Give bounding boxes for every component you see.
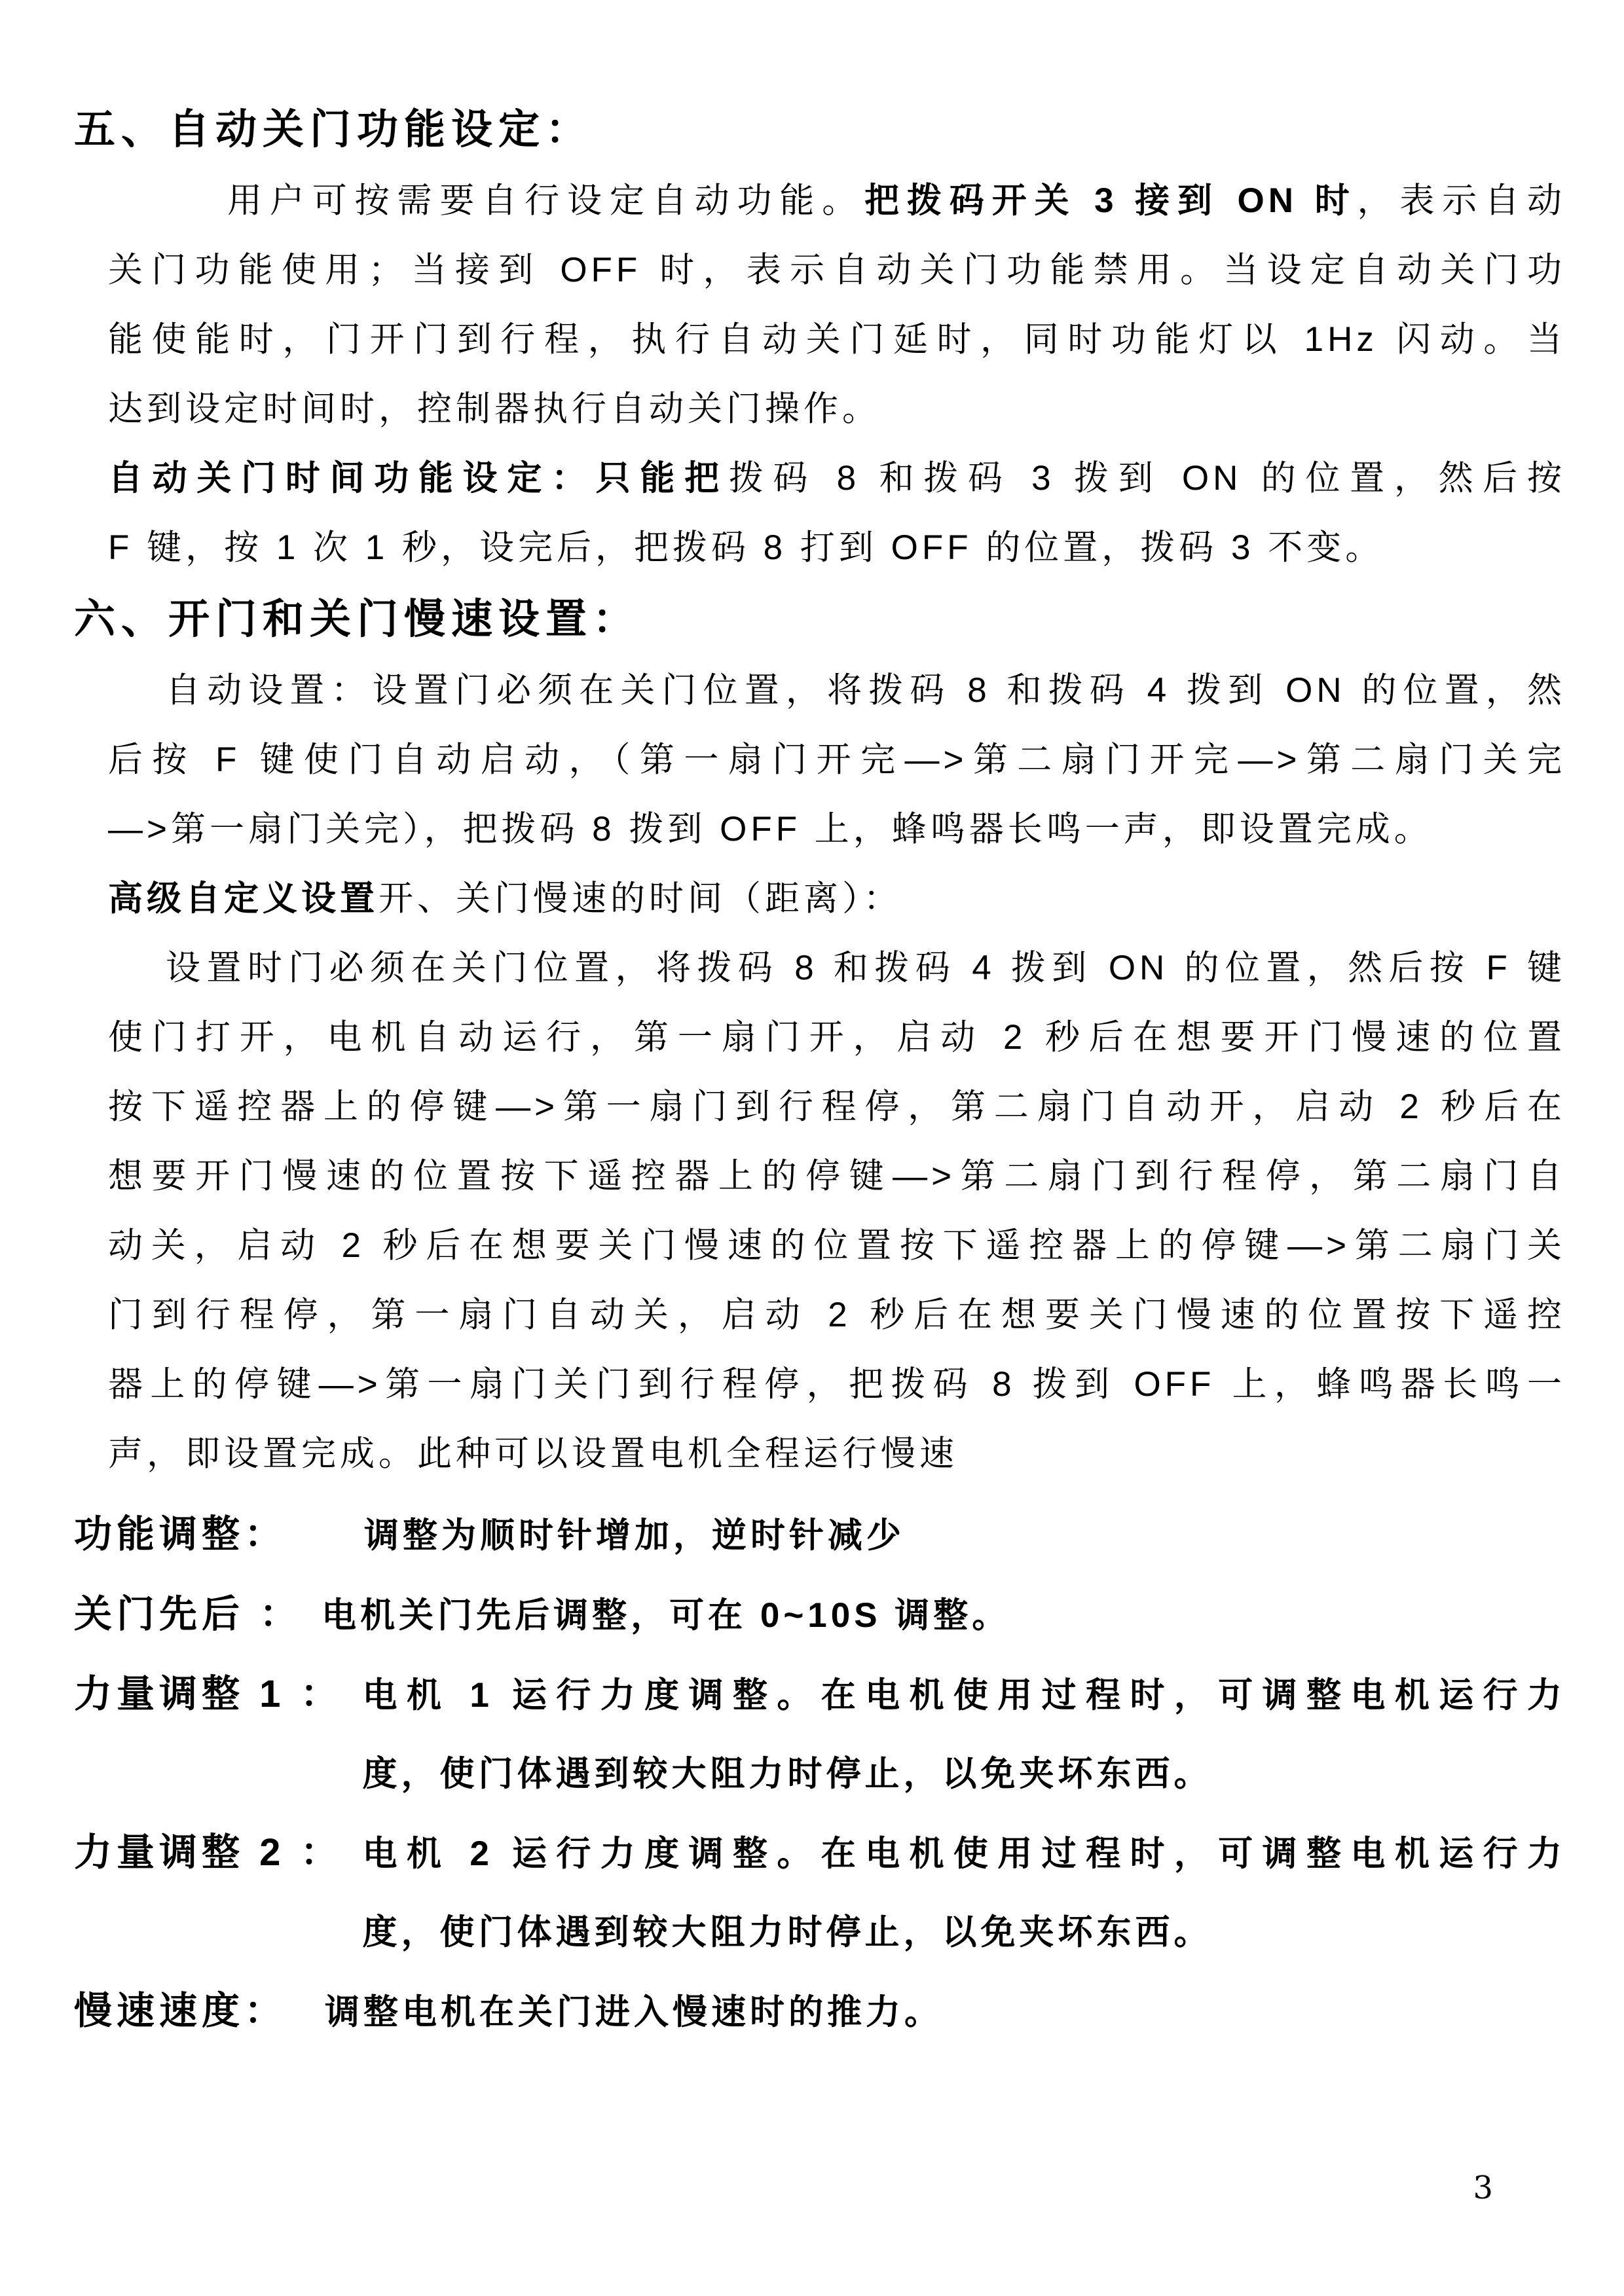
text-line bbox=[108, 444, 1566, 513]
text-line bbox=[108, 513, 1566, 583]
text-run: 器上的停键—>第一扇门关门到行程停，把拨码 8 拨到 OFF 上，蜂鸣器长鸣一 bbox=[108, 1365, 1566, 1404]
adjustment-item bbox=[74, 1972, 1566, 2052]
text-run: 拨码 8 和拨码 3 拨到 ON 的位置，然后按 bbox=[728, 459, 1566, 498]
text-run: 度，使门体遇到较大阻力时停止，以免夹坏东西。 bbox=[362, 1755, 1213, 1793]
text-run: F 键，按 1 次 1 秒，设完后，把拨码 8 打到 OFF 的位置，拨码 3 不变。 bbox=[108, 528, 1384, 567]
text-run: 能使能时，门开门到行程，执行自动关门延时，同时功能灯以 1Hz 闪动。当 bbox=[108, 320, 1566, 359]
adjustment-item bbox=[74, 1495, 1566, 1575]
adjustments-list bbox=[74, 1495, 1566, 2052]
text-line bbox=[108, 1281, 1566, 1350]
adjustment-item bbox=[74, 1575, 1566, 1655]
text-run: 自动设置：设置门必须在关门位置，将拨码 8 和拨码 4 拨到 ON 的位置，然 bbox=[166, 671, 1566, 710]
text-line bbox=[108, 305, 1566, 374]
adjustment-desc bbox=[363, 1656, 1566, 1813]
text-line bbox=[363, 1735, 1566, 1813]
text-run: 把拨码开关 3 接到 ON 时 bbox=[864, 181, 1357, 220]
text-line bbox=[108, 795, 1566, 864]
text-run: 电机 2 运行力度调整。在电机使用过程时，可调整电机运行力 bbox=[362, 1834, 1566, 1873]
text-line bbox=[325, 1973, 1566, 2052]
text-run: —>第一扇门关完），把拨码 8 拨到 OFF 上，蜂鸣器长鸣一声，即设置完成。 bbox=[108, 810, 1433, 848]
text-line bbox=[108, 1003, 1566, 1072]
text-line bbox=[363, 1656, 1566, 1735]
text-run: 设置时门必须在关门位置，将拨码 8 和拨码 4 拨到 ON 的位置，然后按 F 键 bbox=[166, 949, 1566, 987]
adjustment-desc bbox=[364, 1497, 1566, 1575]
text-line bbox=[108, 1211, 1566, 1281]
adjustment-desc bbox=[325, 1973, 1566, 2052]
adjustment-label: 功能调整： bbox=[74, 1513, 287, 1556]
page-number: 3 bbox=[1473, 2170, 1493, 2206]
text-run: 用户可按需要自行设定自动功能。 bbox=[227, 181, 865, 220]
adjustment-label: 力量调整 1 ： bbox=[74, 1673, 343, 1715]
text-line bbox=[108, 1072, 1566, 1142]
text-run: 门到行程停，第一扇门自动关，启动 2 秒后在想要关门慢速的位置按下遥控 bbox=[108, 1296, 1566, 1334]
section5-paragraph-1 bbox=[108, 166, 1566, 444]
adjustment-label: 关门先后 ： bbox=[74, 1593, 303, 1635]
text-line bbox=[108, 725, 1566, 795]
text-run: 使门打开，电机自动运行，第一扇门开，启动 2 秒后在想要开门慢速的位置 bbox=[108, 1018, 1566, 1057]
text-line bbox=[108, 1142, 1566, 1211]
adjustment-item bbox=[74, 1813, 1566, 1972]
text-run: 按下遥控器上的停键—>第一扇门到行程停，第二扇门自动开，启动 2 秒后在 bbox=[108, 1087, 1566, 1126]
text-line bbox=[108, 1419, 1566, 1489]
text-line bbox=[108, 1350, 1566, 1419]
text-line bbox=[108, 864, 1566, 934]
text-run: 调整电机在关门进入慢速时的推力。 bbox=[325, 1993, 944, 2032]
text-run: 调整为顺时针增加，逆时针减少 bbox=[364, 1516, 906, 1555]
text-line bbox=[108, 934, 1566, 1003]
text-run: 达到设定时间时，控制器执行自动关门操作。 bbox=[108, 390, 881, 428]
text-run: 电机关门先后调整，可在 0~10S 调整。 bbox=[322, 1596, 1011, 1635]
text-run: 动关，启动 2 秒后在想要关门慢速的位置按下遥控器上的停键—>第二扇门关 bbox=[108, 1226, 1566, 1265]
text-line bbox=[363, 1893, 1566, 1972]
text-line bbox=[322, 1576, 1566, 1655]
section6-paragraph-2 bbox=[108, 934, 1566, 1489]
text-run: 度，使门体遇到较大阻力时停止，以免夹坏东西。 bbox=[362, 1913, 1213, 1952]
text-run: 高级自定义设置 bbox=[108, 879, 378, 918]
adjustment-desc bbox=[363, 1815, 1566, 1972]
text-run: 声，即设置完成。此种可以设置电机全程运行慢速 bbox=[108, 1434, 958, 1473]
section6-subheading bbox=[108, 864, 1566, 934]
text-run: 想要开门慢速的位置按下遥控器上的停键—>第二扇门到行程停，第二扇门自 bbox=[108, 1157, 1566, 1195]
text-run: 后按 F 键使门自动启动，（第一扇门开完—>第二扇门开完—>第二扇门关完 bbox=[108, 740, 1566, 779]
text-run: 自动关门时间功能设定：只能把 bbox=[108, 459, 729, 498]
text-line bbox=[108, 374, 1566, 444]
text-run: 电机 1 运行力度调整。在电机使用过程时，可调整电机运行力 bbox=[362, 1676, 1566, 1715]
section5-paragraph-2 bbox=[108, 444, 1566, 583]
text-line bbox=[108, 236, 1566, 305]
section6-heading: 六、开门和关门慢速设置： bbox=[74, 596, 640, 642]
text-run: ，表示自动 bbox=[1357, 181, 1566, 220]
text-run: 开、关门慢速的时间（距离）： bbox=[378, 879, 902, 918]
adjustment-label: 力量调整 2 ： bbox=[74, 1831, 343, 1874]
adjustment-label: 慢速速度： bbox=[74, 1990, 287, 2032]
page-content bbox=[74, 93, 1566, 2052]
text-line bbox=[108, 166, 1566, 236]
section6-paragraph-1 bbox=[108, 656, 1566, 864]
section5-heading: 五、自动关门功能设定： bbox=[74, 107, 593, 153]
text-line bbox=[108, 656, 1566, 725]
adjustment-desc bbox=[322, 1576, 1566, 1655]
text-run: 关门功能使用；当接到 OFF 时，表示自动关门功能禁用。当设定自动关门功 bbox=[108, 251, 1566, 289]
adjustment-item bbox=[74, 1655, 1566, 1813]
text-line bbox=[363, 1815, 1566, 1893]
text-line bbox=[364, 1497, 1566, 1575]
